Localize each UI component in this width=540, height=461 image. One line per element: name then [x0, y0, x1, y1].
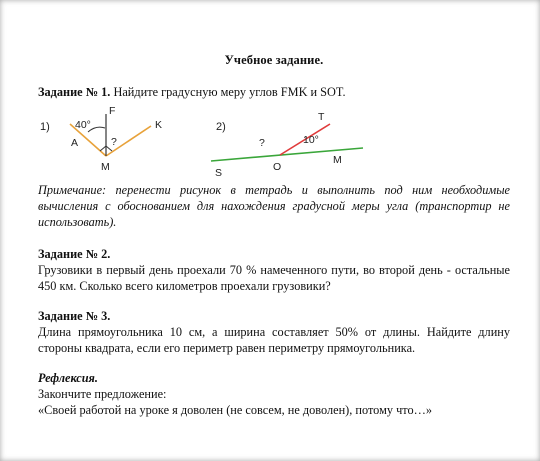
figure2-unknown-angle: ?: [259, 137, 265, 149]
figure1-point-m: M: [101, 161, 110, 173]
reflection-line2: «Своей работой на уроке я доволен (не совсем, не доволен), потому что…»: [38, 403, 433, 417]
figure1-number: 1): [40, 121, 50, 133]
figure1-diagram: [70, 105, 162, 173]
task1-figures-svg: [38, 105, 510, 179]
task3-text: Длина прямоугольника 10 см, а ширина составляет 50% от длины. Найдите длину стороны квадрата, если его периметр равен периметру прямоугольника.: [38, 325, 510, 355]
task2-section: [38, 246, 510, 294]
task1-text: Найдите градусную меру углов FMK и SOT.: [113, 85, 346, 99]
reflection-line1: Закончите предложение:: [38, 387, 167, 401]
reflection-heading: Рефлексия.: [38, 371, 98, 385]
task1-heading: Задание № 1.: [38, 85, 111, 99]
figure2-point-s: S: [215, 167, 223, 179]
figure1-point-f: F: [109, 105, 116, 117]
figure2-angle-label: 10°: [303, 134, 319, 146]
figure2-point-m: M: [333, 154, 342, 166]
task1-figures: [38, 105, 510, 179]
figure1-unknown-angle: ?: [111, 136, 117, 148]
figure1-point-k: K: [155, 119, 163, 131]
task1-note: Примечание: перенести рисунок в тетрадь и выполнить под ним необходимые вычисления с обоснованием для нахождения градусной меры угла (транспортир не использовать).: [38, 183, 510, 229]
document-title: Учебное задание.: [224, 53, 324, 67]
task1-statement: [38, 84, 510, 100]
task2-heading: Задание № 2.: [38, 247, 111, 261]
figure2-point-o: O: [273, 161, 282, 173]
task2-text: Грузовики в первый день проехали 70 % намеченного пути, во второй день - остальные 450 км. Сколько всего километров проехали грузовики?: [38, 263, 510, 293]
figure2-point-t: T: [318, 111, 325, 123]
task3-section: [38, 308, 510, 356]
reflection-section: [38, 370, 510, 418]
figure2-diagram: [211, 111, 363, 179]
figure1-angle-label: 40°: [75, 119, 91, 131]
figure2-number: 2): [216, 121, 226, 133]
figure1-point-a: A: [71, 137, 79, 149]
task3-heading: Задание № 3.: [38, 309, 111, 323]
document-page: [38, 52, 510, 432]
